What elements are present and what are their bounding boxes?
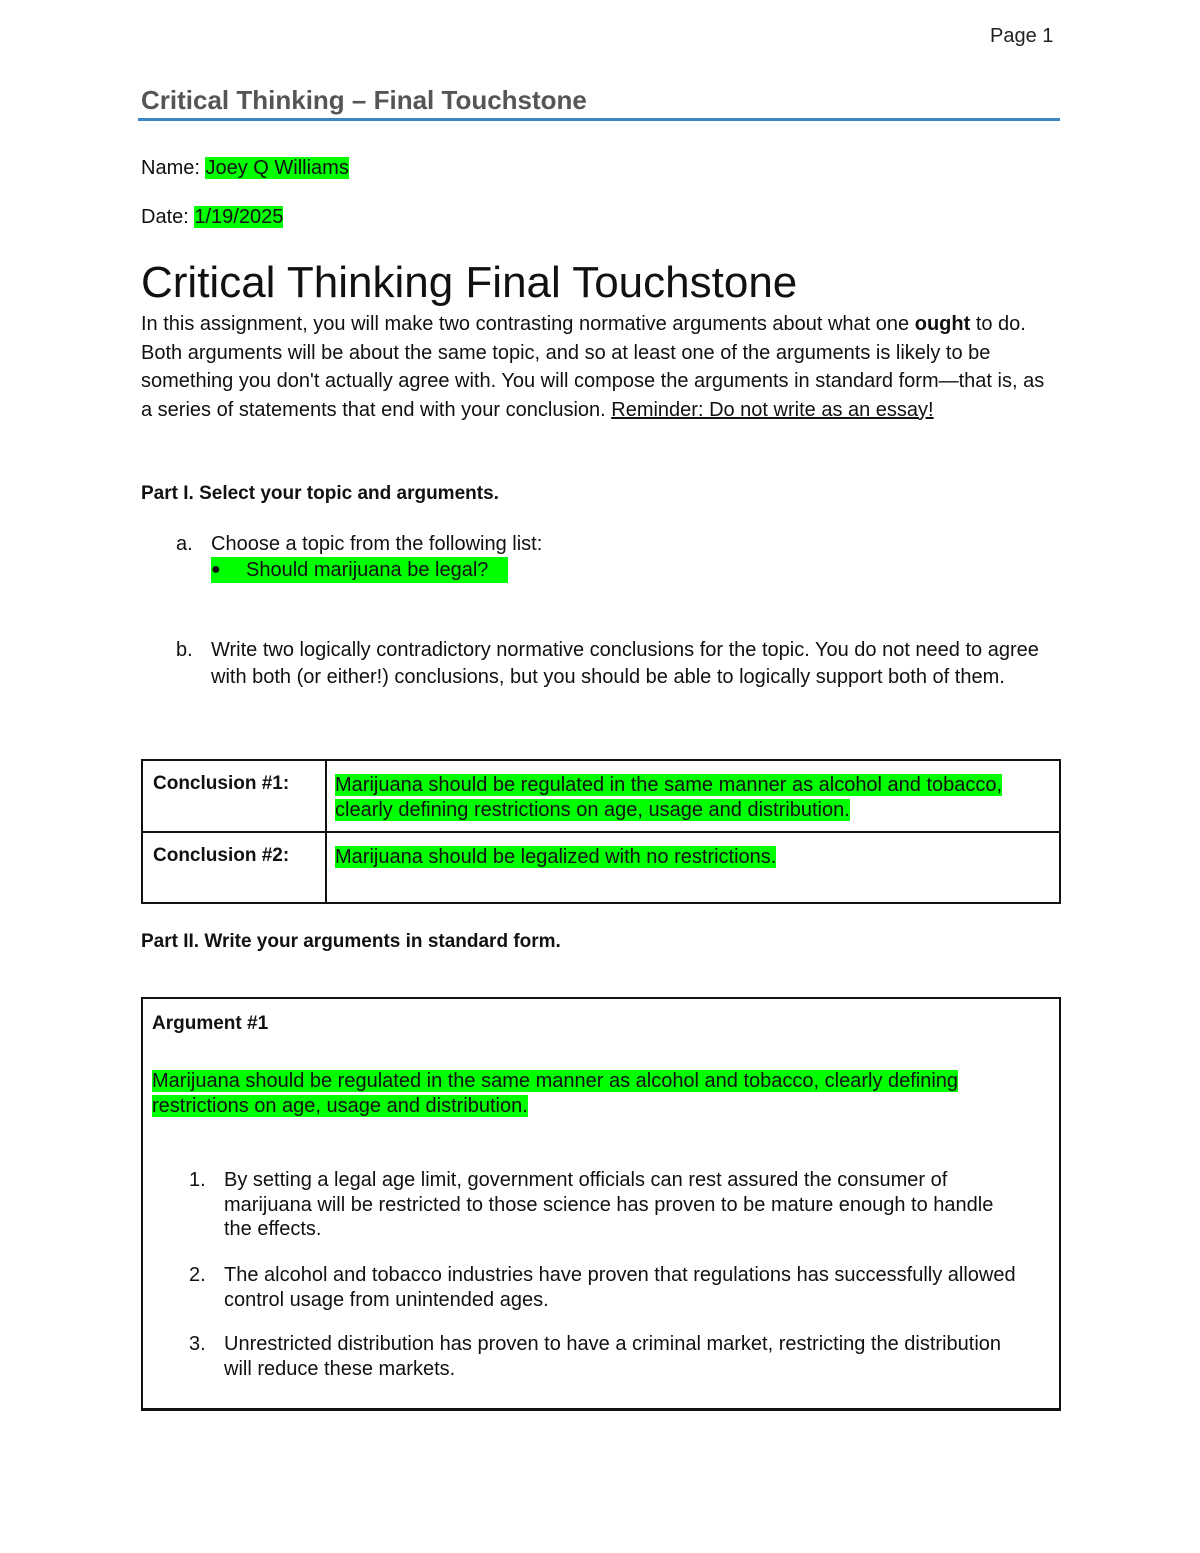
intro-text-2: to do. Both arguments will be about the same topic, and so at least one of the arguments is likely to be something you don't actually agree with. You will compose the arguments in standard form—that is, as a series of statements that end with your conclusion. <box>141 313 1045 421</box>
argument-1-box <box>141 997 1061 1411</box>
date-label: Date: <box>141 206 189 228</box>
part1-heading: Part I. Select your topic and arguments. <box>141 483 499 504</box>
document-header-title: Critical Thinking – Final Touchstone <box>141 85 587 115</box>
premise-1-text: By setting a legal age limit, government officials can rest assured the consumer of marijuana will be restricted to those science has proven to be mature enough to handle the effects. <box>224 1169 994 1240</box>
conclusions-table <box>141 759 1061 904</box>
step-b-marker: b. <box>176 639 193 661</box>
step-a-marker: a. <box>176 533 193 555</box>
conclusion-2-text <box>335 845 1035 870</box>
page-title: Critical Thinking Final Touchstone <box>141 258 798 307</box>
argument-1-title: Argument #1 <box>152 1013 269 1034</box>
intro-reminder: Reminder: Do not write as an essay! <box>611 398 934 421</box>
argument-1-conclusion-highlight: Marijuana should be regulated in the same manner as alcohol and tobacco, clearly defining restrictions on age, usage and distribution. <box>152 1070 959 1117</box>
bullet-icon: ● <box>211 561 221 578</box>
part2-heading: Part II. Write your arguments in standard form. <box>141 931 561 952</box>
premise-3-text: Unrestricted distribution has proven to have a criminal market, restricting the distribution will reduce these markets. <box>224 1333 1002 1380</box>
name-field <box>141 157 349 180</box>
topic-text: Should marijuana be legal? <box>246 559 489 581</box>
table-divider <box>325 833 327 902</box>
premise-2-number: 2. <box>189 1264 206 1286</box>
conclusion-1-highlight: Marijuana should be regulated in the same manner as alcohol and tobacco, clearly defining restrictions on age, usage and distribution. <box>335 774 1003 821</box>
page-number: Page 1 <box>990 25 1054 47</box>
date-field <box>141 206 283 229</box>
name-value: Joey Q Williams <box>205 157 349 179</box>
premise-1-number: 1. <box>189 1169 206 1191</box>
premise-3-number: 3. <box>189 1333 206 1355</box>
intro-paragraph <box>141 310 1051 424</box>
conclusion-1-text <box>335 773 1035 823</box>
conclusion-1-label: Conclusion #1: <box>153 773 290 794</box>
conclusion-2-highlight: Marijuana should be legalized with no restrictions. <box>335 846 777 868</box>
intro-text-1: In this assignment, you will make two contrasting normative arguments about what one <box>141 313 915 335</box>
date-value: 1/19/2025 <box>194 206 284 228</box>
topic-item <box>211 557 508 583</box>
conclusion-row <box>143 833 1059 902</box>
table-divider <box>325 761 327 831</box>
conclusion-2-label: Conclusion #2: <box>153 845 290 866</box>
premise-2-text: The alcohol and tobacco industries have proven that regulations has successfully allowed control usage from unintended ages. <box>224 1264 1016 1311</box>
intro-bold-ought: ought <box>914 313 971 335</box>
conclusion-row <box>143 761 1059 833</box>
step-b-text: Write two logically contradictory normative conclusions for the topic. You do not need to agree with both (or either!) conclusions, but you should be able to logically support both of them. <box>211 639 1039 688</box>
header-rule <box>138 118 1060 121</box>
argument-1-conclusion <box>152 1069 1032 1119</box>
step-a-text: Choose a topic from the following list: <box>211 533 543 555</box>
name-label: Name: <box>141 157 200 179</box>
